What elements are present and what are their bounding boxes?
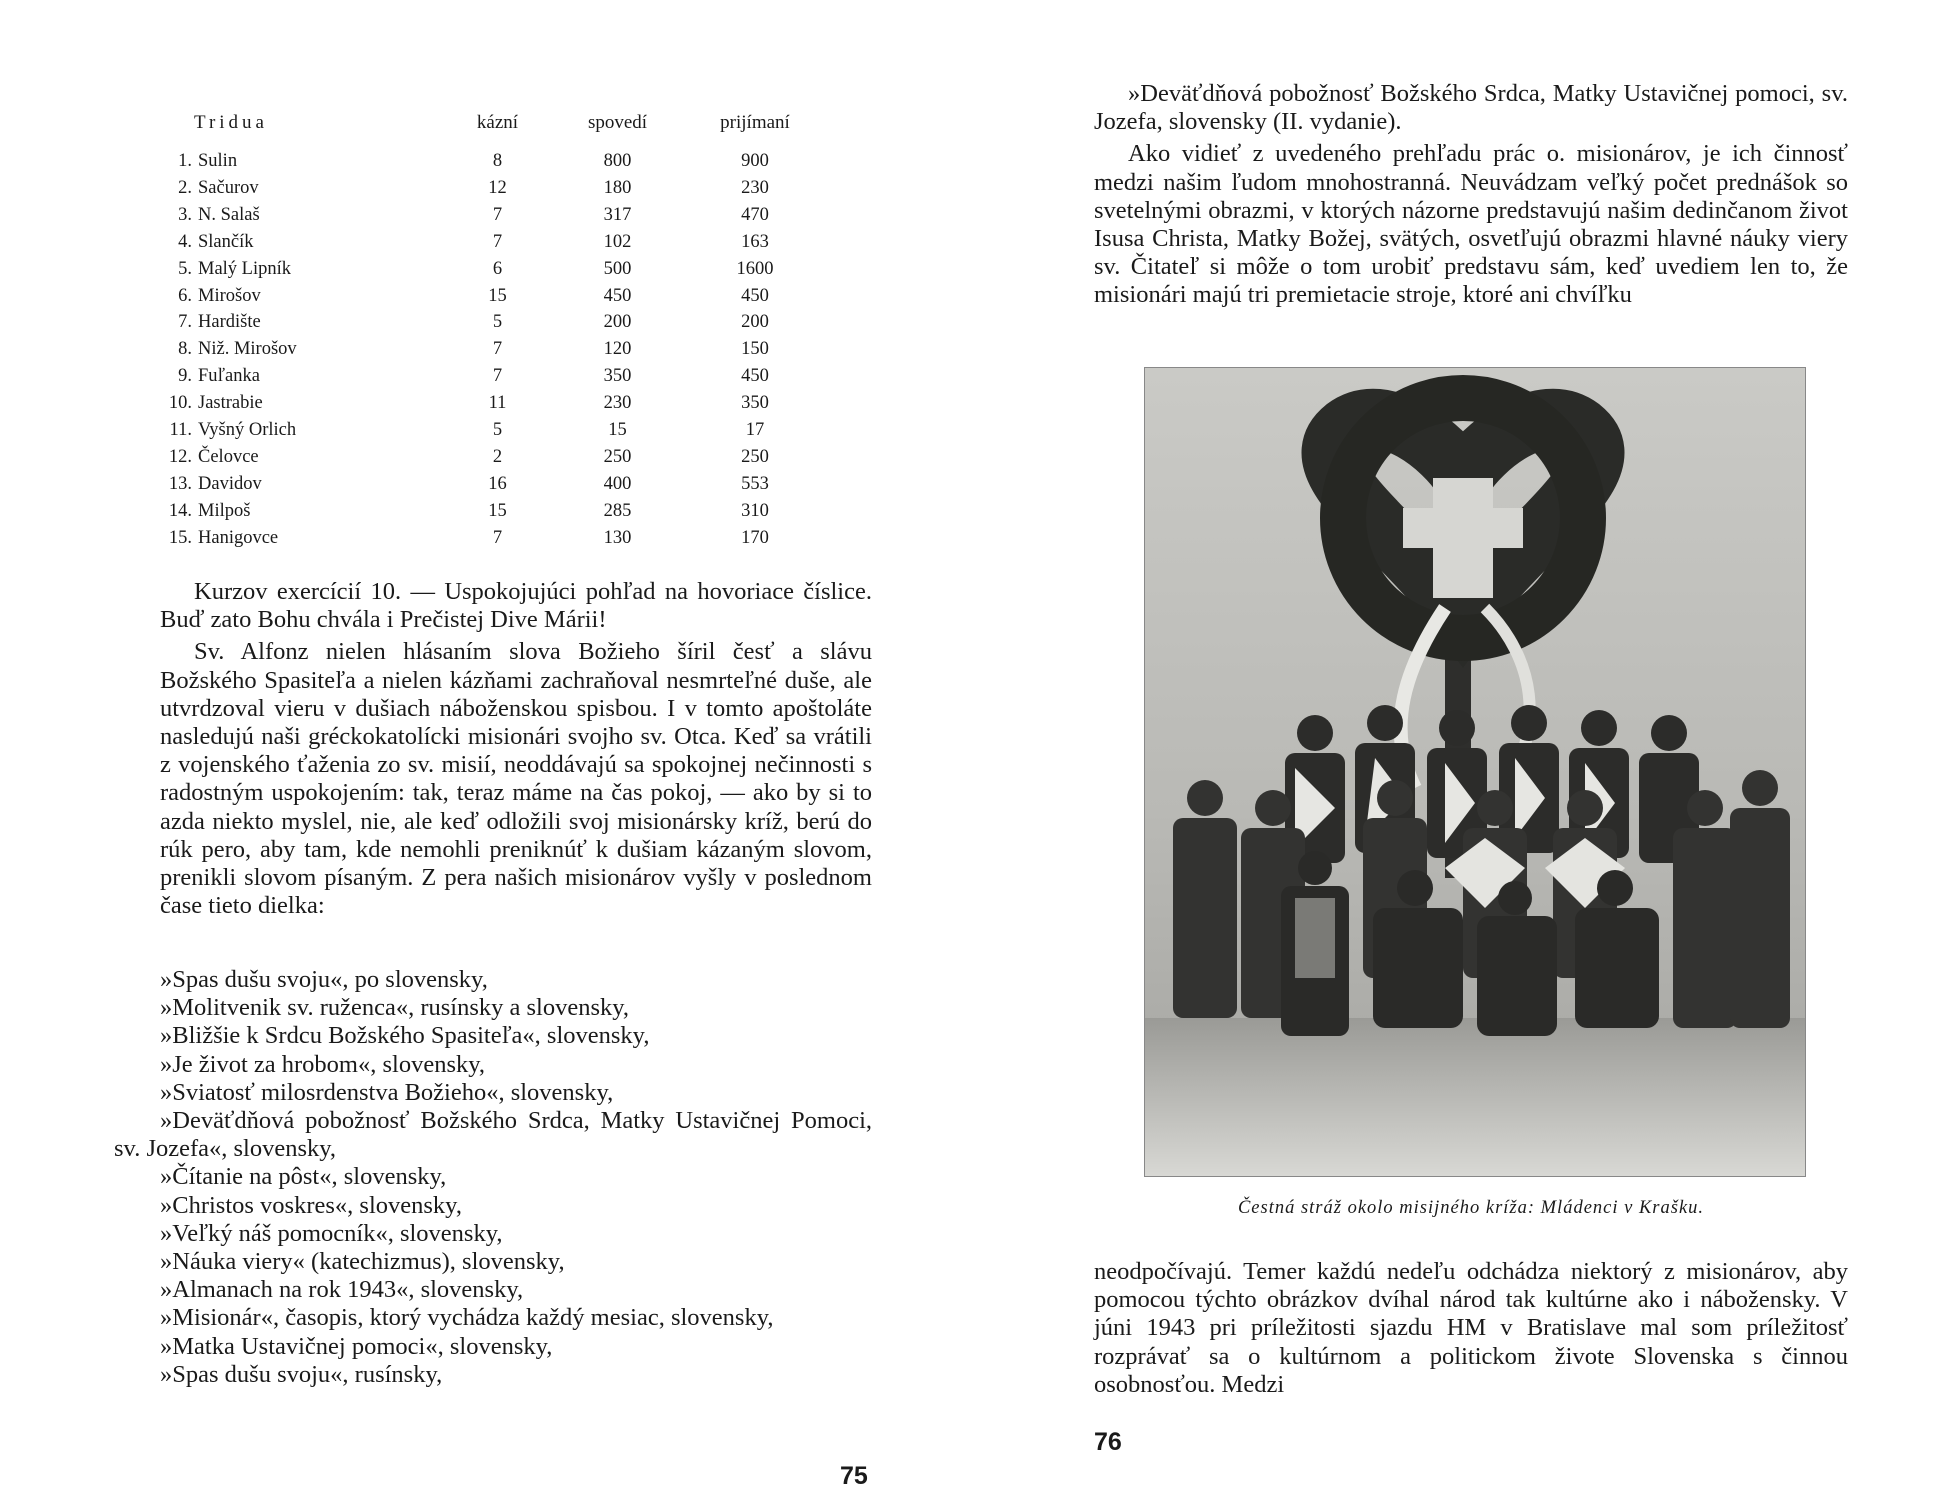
row-number: 12. xyxy=(168,446,192,467)
row-parish: Mirošov xyxy=(198,285,261,306)
row-prijimani: 450 xyxy=(741,366,769,387)
row-kazni: 6 xyxy=(492,258,503,279)
row-kazni: 15 xyxy=(488,285,507,306)
list-item: »Spas dušu svoju«, rusínsky, xyxy=(160,1360,443,1388)
list-item: »Je život za hrobom«, slovensky, xyxy=(160,1050,486,1078)
table-row xyxy=(160,309,830,336)
row-number: 4. xyxy=(178,231,192,252)
row-spovedi: 317 xyxy=(603,204,632,225)
table-row xyxy=(160,202,830,229)
row-number: 2. xyxy=(178,177,192,198)
row-spovedi: 180 xyxy=(603,177,632,198)
column-header-tridua: Tridua xyxy=(194,112,268,133)
table-row xyxy=(160,229,830,256)
list-item: »Misionár«, časopis, ktorý vychádza každý mesiac, slovensky, xyxy=(160,1304,774,1332)
row-spovedi: 102 xyxy=(603,231,632,252)
page-number-right: 76 xyxy=(1094,1428,1122,1456)
row-parish: N. Salaš xyxy=(198,204,260,225)
row-kazni: 7 xyxy=(492,366,503,387)
row-parish: Sačurov xyxy=(198,177,259,198)
table-row xyxy=(160,498,830,525)
paragraph-devatdnova: »Deväťdňová pobožnosť Božského Srdca, Matky Ustavičnej pomoci, sv. Jozefa, slovensky (II. vydanie). xyxy=(1094,80,1848,136)
row-spovedi: 120 xyxy=(603,339,632,360)
row-spovedi: 400 xyxy=(603,473,632,494)
column-header-kazni: kázní xyxy=(476,112,519,133)
row-number: 13. xyxy=(168,473,192,494)
row-prijimani: 900 xyxy=(741,151,769,171)
table-row xyxy=(160,390,830,417)
row-spovedi: 250 xyxy=(603,446,632,467)
row-kazni: 7 xyxy=(492,231,503,252)
list-item: »Bližšie k Srdcu Božského Spasiteľa«, slovensky, xyxy=(160,1022,650,1050)
row-number: 10. xyxy=(168,393,192,414)
row-prijimani: 470 xyxy=(741,204,769,225)
row-parish: Milpoš xyxy=(198,500,251,521)
list-item: »Náuka viery« (katechizmus), slovensky, xyxy=(160,1248,565,1276)
row-number: 14. xyxy=(168,500,192,521)
list-item: »Sviatosť milosrdenstva Božieho«, slovensky, xyxy=(160,1078,614,1106)
row-spovedi: 450 xyxy=(603,285,632,306)
table-row xyxy=(160,471,830,498)
row-parish: Hardište xyxy=(198,312,261,333)
row-number: 7. xyxy=(178,312,192,333)
row-number: 8. xyxy=(178,339,192,360)
row-parish: Davidov xyxy=(198,473,262,494)
row-parish: Sulin xyxy=(198,151,238,171)
row-parish: Slančík xyxy=(198,231,254,252)
row-number: 6. xyxy=(178,285,192,306)
row-kazni: 5 xyxy=(492,312,503,333)
tridua-table xyxy=(160,112,830,552)
row-prijimani: 170 xyxy=(741,527,769,548)
row-kazni: 5 xyxy=(492,420,503,441)
row-kazni: 16 xyxy=(488,473,507,494)
row-spovedi: 200 xyxy=(603,312,632,333)
row-number: 15. xyxy=(168,527,192,548)
row-spovedi: 230 xyxy=(603,393,632,414)
row-prijimani: 350 xyxy=(741,393,769,414)
row-number: 9. xyxy=(178,366,192,387)
paragraph-alfonz: Sv. Alfonz nielen hlásaním slova Božieho šíril česť a slávu Božského Spasiteľa a nielen kázňami zachraňoval nesmrteľné duše, ale utvrdzoval vieru v dušiach náboženskou spisbou. I v tomto apoštoláte nasledujú naši gréckokatolícki misionári svojho sv. Otca. Keď sa vrátili z vojenského ťaženia zo sv. misií, neoddávajú sa spokojnej nečinnosti s radostným uspokojením: tak, teraz máme na čas pokoj, — ako by si to azda niekto myslel, nie, ale keď odložili svoj misionársky kríž, berú do rúk pero, aby tam, kde nemohli preniknúť k dušiam kázaným slovom, prenikli slovom písaným. Z pera našich misionárov vyšly v poslednom čase tieto dielka: xyxy=(160,638,872,920)
table-header-row xyxy=(160,112,830,148)
row-prijimani: 450 xyxy=(741,285,769,306)
row-kazni: 12 xyxy=(488,177,507,198)
row-kazni: 7 xyxy=(492,527,503,548)
row-prijimani: 553 xyxy=(741,473,769,494)
row-parish: Hanigovce xyxy=(198,527,279,548)
row-parish: Vyšný Orlich xyxy=(198,420,297,441)
row-parish: Jastrabie xyxy=(198,393,263,414)
row-prijimani: 250 xyxy=(741,446,769,467)
row-prijimani: 150 xyxy=(741,339,769,360)
row-parish: Čelovce xyxy=(198,446,259,467)
row-kazni: 7 xyxy=(492,204,503,225)
row-prijimani: 17 xyxy=(745,420,765,441)
left-body-text xyxy=(160,578,872,924)
row-kazni: 2 xyxy=(492,446,503,467)
table-row xyxy=(160,175,830,202)
table-row xyxy=(160,148,830,175)
row-spovedi: 500 xyxy=(603,258,632,279)
list-item: »Christos voskres«, slovensky, xyxy=(160,1191,462,1219)
photo-honor-guard xyxy=(1144,367,1806,1177)
row-prijimani: 1600 xyxy=(736,258,774,279)
photo-caption: Čestná stráž okolo misijného kríža: Mládenci v Krašku. xyxy=(1237,1198,1705,1218)
row-kazni: 15 xyxy=(488,500,507,521)
publications-list xyxy=(114,966,872,1389)
paragraph-neodpocivaju: neodpočívajú. Temer každú nedeľu odchádza niektorý z misionárov, aby pomocou týchto obrázkov dvíhal národ tak kultúrne ako i nábožensky. V júni 1943 pri príležitosti sjazdu HM v Bratislave mal som príležitosť rozprávať sa o kultúrnom a politickom živote Slovenska s činnou osobnosťou. Medzi xyxy=(1094,1258,1848,1398)
row-number: 5. xyxy=(178,258,192,279)
table-row xyxy=(160,336,830,363)
table-row xyxy=(160,444,830,471)
list-item: »Almanach na rok 1943«, slovensky, xyxy=(160,1276,524,1304)
row-parish: Fuľanka xyxy=(198,366,260,387)
paragraph-kurzov: Kurzov exercícií 10. — Uspokojujúci pohľad na hovoriace číslice. Buď zato Bohu chvála i Prečistej Dive Márii! xyxy=(160,578,872,634)
column-header-prijimani: prijímaní xyxy=(720,112,790,133)
column-header-spovedi: spovedí xyxy=(587,112,648,133)
row-spovedi: 15 xyxy=(608,420,627,441)
row-prijimani: 230 xyxy=(741,177,769,198)
row-prijimani: 163 xyxy=(741,231,769,252)
list-item: »Matka Ustavičnej pomoci«, slovensky, xyxy=(160,1332,553,1360)
table-row xyxy=(160,256,830,283)
right-top-text xyxy=(1094,80,1848,314)
row-kazni: 11 xyxy=(488,393,507,414)
paragraph-ako-vidiet: Ako vidieť z uvedeného prehľadu prác o. misionárov, je ich činnosť medzi našim ľudom mnohostranná. Neuvádzam veľký počet prednášok so svetelnými obrazmi, v ktorých názorne predstavujú našim dedinčanom život Isusa Christa, Matky Božej, svätých, osvetľujú obrazmi hlavné náuky viery sv. Čitateľ si môže o tom urobiť predstavu sám, keď uvediem len to, že misionári majú tri premietacie stroje, ktoré ani chvíľku xyxy=(1094,140,1848,309)
row-parish: Malý Lipník xyxy=(198,258,292,279)
row-kazni: 7 xyxy=(492,339,503,360)
list-item: »Deväťdňová pobožnosť Božského Srdca, Matky Ustavičnej Pomoci, sv. Jozefa«, slovensky, xyxy=(114,1107,872,1163)
page-number-left: 75 xyxy=(840,1462,868,1490)
row-spovedi: 285 xyxy=(603,500,632,521)
list-item: »Čítanie na pôst«, slovensky, xyxy=(160,1163,447,1191)
table-row xyxy=(160,363,830,390)
table-row xyxy=(160,283,830,310)
row-parish: Niž. Mirošov xyxy=(198,339,297,360)
row-kazni: 8 xyxy=(492,151,503,171)
list-item: »Spas dušu svoju«, po slovensky, xyxy=(160,966,488,993)
table-row xyxy=(160,525,830,552)
row-prijimani: 200 xyxy=(741,312,769,333)
row-spovedi: 800 xyxy=(603,151,632,171)
table-row xyxy=(160,417,830,444)
list-item: »Molitvenik sv. ruženca«, rusínsky a slovensky, xyxy=(160,994,630,1022)
row-spovedi: 350 xyxy=(603,366,632,387)
row-number: 3. xyxy=(178,204,192,225)
row-spovedi: 130 xyxy=(603,527,632,548)
row-number: 11. xyxy=(169,420,192,441)
right-bottom-text xyxy=(1094,1258,1848,1403)
row-number: 1. xyxy=(178,151,192,171)
list-item: »Veľký náš pomocník«, slovensky, xyxy=(160,1219,503,1247)
row-prijimani: 310 xyxy=(741,500,769,521)
